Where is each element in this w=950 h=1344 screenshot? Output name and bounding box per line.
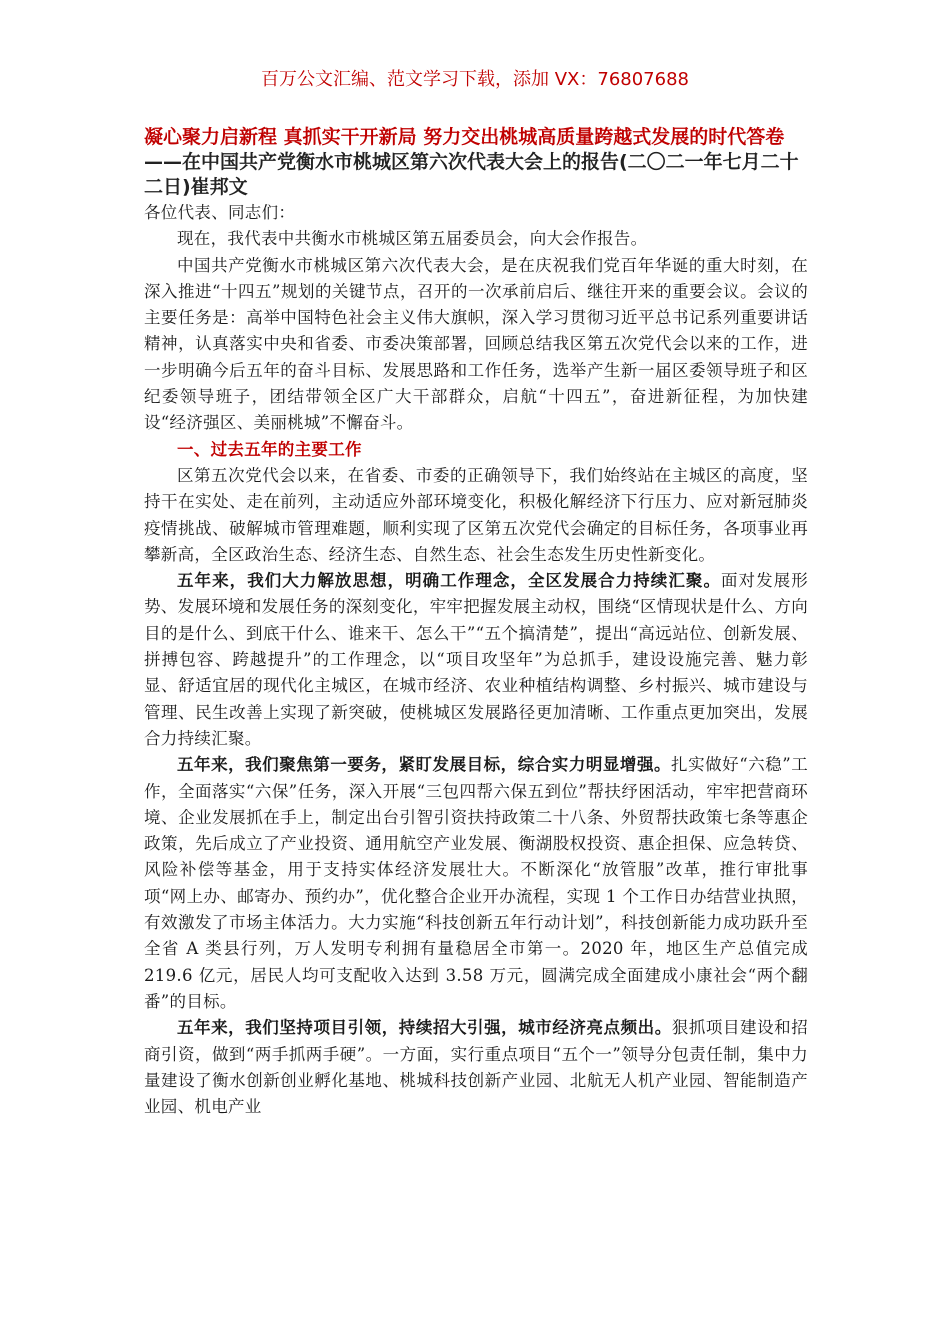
report-body — [144, 200, 808, 1120]
paragraph-5-lead: 五年来，我们聚焦第一要务，紧盯发展目标，综合实力明显增强。 — [177, 755, 672, 775]
salutation: 各位代表、同志们： — [144, 203, 296, 222]
paragraph-6-body: 狠抓项目建设和招商引资，做到“两手抓两手硬”。一方面，实行重点项目“五个一”领导分包责任制，集中力量建设了衡水创新创业孵化基地、桃城科技创新产业园、北航无人机产业园、智能制造产业园、机电产业 — [144, 1018, 808, 1117]
paragraph-1: 现在，我代表中共衡水市桃城区第五届委员会，向大会作报告。 — [177, 229, 648, 249]
section-heading-1: 一、过去五年的主要工作 — [177, 439, 362, 459]
report-title-main: 凝心聚力启新程 真抓实干开新局 努力交出桃城高质量跨越式发展的时代答卷 — [144, 126, 785, 148]
paragraph-4 — [144, 568, 808, 752]
report-title-subtitle: ——在中国共产党衡水市桃城区第六次代表大会上的报告(二〇二一年七月二十二日)崔邦文 — [144, 151, 799, 198]
watermark-banner: 百万公文汇编、范文学习下载，添加 VX：76807688 — [261, 69, 689, 90]
paragraph-5 — [144, 752, 808, 1015]
paragraph-6-lead: 五年来，我们坚持项目引领，持续招大引强，城市经济亮点频出。 — [177, 1018, 672, 1038]
paragraph-5-body: 扎实做好“六稳”工作，全面落实“六保”任务，深入开展“三包四帮六保五到位”帮扶纾困活动，牢牢把营商环境、企业发展抓在手上，制定出台引智引资扶持政策二十八条、外贸帮扶政策七条等惠企政策，先后成立了产业投资、通用航空产业发展、衡湖股权投资、惠企担保、应急转贷、风险补偿等基金，用于支持实体经济发展壮大。不断深化“放管服”改革，推行审批事项“网上办、邮寄办、预约办”，优化整合企业开办流程，实现 1 个工作日办结营业执照，有效激发了市场主体活力。大力实施“科技创新五年行动计划”，科技创新能力成功跃升至全省 A 类县行列，万人发明专利拥有量稳居全市第一。2020 年，地区生产总值完成 219.6 亿元，居民人均可支配收入达到 3.58 万元，圆满完成全面建成小康社会“两个翻番”的目标。 — [144, 755, 809, 1011]
paragraph-4-body: 面对发展形势、发展环境和发展任务的深刻变化，牢牢把握发展主动权，围绕“区情现状是什么、方向目的是什么、到底干什么、谁来干、怎么干”“五个搞清楚”，提出“高远站位、创新发展、拼搏包容、跨越提升”的工作理念，以“项目攻坚年”为总抓手，建设设施完善、魅力彰显、舒适宜居的现代化主城区，在城市经济、农业种植结构调整、乡村振兴、城市建设与管理、民生改善上实现了新突破，使桃城区发展路径更加清晰、工作重点更加突出，发展合力持续汇聚。 — [144, 571, 808, 748]
report-title — [144, 125, 816, 200]
report-title-block — [144, 125, 816, 200]
paragraph-2: 中国共产党衡水市桃城区第六次代表大会，是在庆祝我们党百年华诞的重大时刻，在深入推进“十四五”规划的关键节点，召开的一次承前启后、继往开来的重要会议。会议的主要任务是：高举中国特色社会主义伟大旗帜，深入学习贯彻习近平总书记系列重要讲话精神，认真落实中央和省委、市委决策部署，回顾总结我区第五次党代会以来的工作，进一步明确今后五年的奋斗目标、发展思路和工作任务，选举产生新一届区委领导班子和区纪委领导班子，团结带领全区广大干部群众，启航“十四五”，奋进新征程，为加快建设“经济强区、美丽桃城”不懈奋斗。 — [144, 255, 808, 433]
paragraph-3: 区第五次党代会以来，在省委、市委的正确领导下，我们始终站在主城区的高度，坚持干在实处、走在前列，主动适应外部环境变化，积极化解经济下行压力、应对新冠肺炎疫情挑战、破解城市管理难题，顺利实现了区第五次党代会确定的目标任务，各项事业再攀新高，全区政治生态、经济生态、自然生态、社会生态发生历史性新变化。 — [144, 465, 808, 564]
paragraph-6 — [144, 1015, 808, 1120]
paragraph-4-lead: 五年来，我们大力解放思想，明确工作理念，全区发展合力持续汇聚。 — [177, 571, 721, 591]
